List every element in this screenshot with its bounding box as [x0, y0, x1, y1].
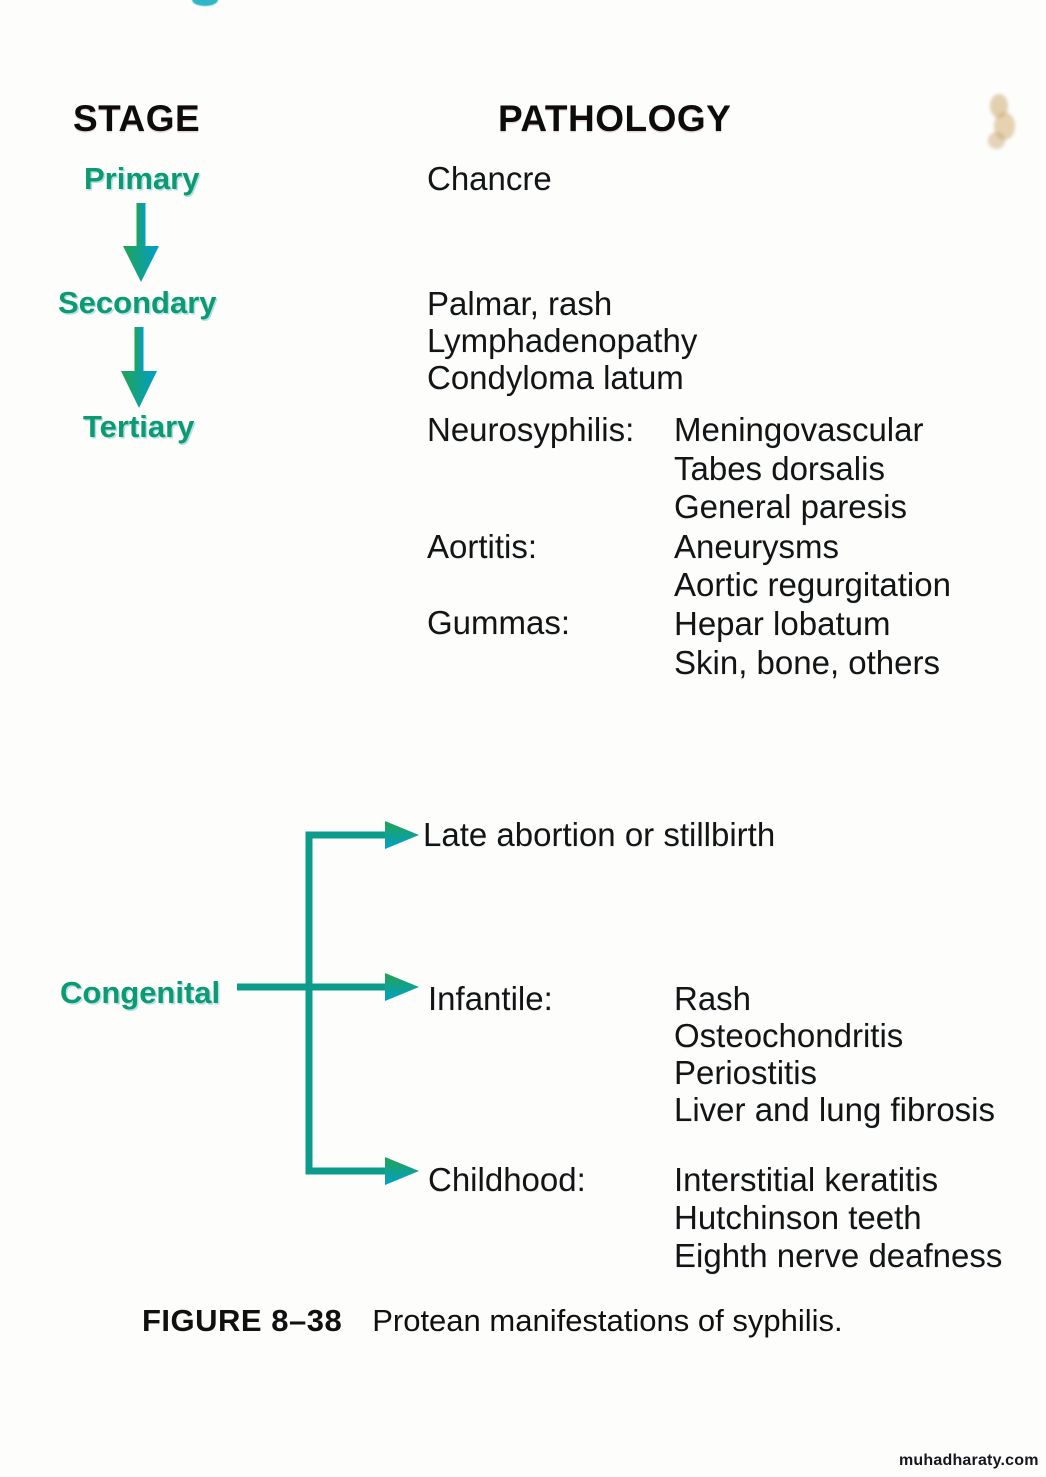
watermark: muhadharaty.com: [899, 1452, 1039, 1469]
finding-item: Interstitial keratitis: [674, 1161, 939, 1198]
pathology-item: Condyloma latum: [427, 359, 684, 396]
stage-label-tertiary: Tertiary: [83, 409, 195, 444]
finding-item: Aortic regurgitation: [674, 566, 951, 603]
branch-label-late-abortion: Late abortion or stillbirth: [423, 816, 776, 853]
finding-item: Rash: [674, 980, 752, 1017]
tertiary-findings-aortitis: [674, 528, 951, 604]
finding-item: Meningovascular: [674, 411, 924, 448]
finding-item: Skin, bone, others: [674, 644, 940, 681]
pathology-item: Lymphadenopathy: [427, 322, 698, 359]
stage-label-secondary: Secondary: [58, 285, 217, 320]
finding-item: Hepar lobatum: [674, 605, 891, 642]
tertiary-group-label-gummas: Gummas:: [427, 604, 571, 641]
childhood-findings: [674, 1161, 1002, 1275]
tertiary-group-label-aortitis: Aortitis:: [427, 528, 538, 565]
arrowhead-childhood-icon: [385, 1157, 419, 1185]
tertiary-findings-gummas: [674, 604, 940, 682]
pathology-secondary-list: [427, 285, 697, 396]
scan-smudge-icon: [988, 132, 1005, 149]
figure-caption-text: Protean manifestations of syphilis.: [372, 1303, 843, 1338]
pathology-item: Palmar, rash: [427, 285, 613, 322]
tertiary-group-label-neurosyphilis: Neurosyphilis:: [427, 411, 635, 448]
stage-label-congenital: Congenital: [60, 975, 221, 1010]
pathology-primary: Chancre: [427, 160, 552, 197]
finding-item: Periostitis: [674, 1054, 818, 1091]
arrowhead-infantile-icon: [385, 973, 419, 1001]
arrow-secondary-to-tertiary-icon: [121, 327, 157, 408]
stage-column-header: STAGE: [73, 98, 201, 139]
finding-item: Hutchinson teeth: [674, 1199, 922, 1236]
branch-label-infantile: Infantile:: [428, 980, 553, 1017]
arrow-primary-to-secondary-icon: [123, 203, 159, 282]
figure-caption: [142, 1303, 843, 1339]
tertiary-findings-neurosyphilis: [674, 411, 923, 527]
finding-item: General paresis: [674, 488, 907, 525]
finding-item: Eighth nerve deafness: [674, 1237, 1003, 1274]
branch-label-childhood: Childhood:: [428, 1161, 586, 1198]
congenital-branch-tree: [237, 821, 419, 1185]
infantile-findings: [674, 980, 995, 1128]
arrowhead-late-abortion-icon: [385, 821, 419, 849]
finding-item: Aneurysms: [674, 528, 840, 565]
finding-item: Liver and lung fibrosis: [674, 1091, 996, 1128]
finding-item: Tabes dorsalis: [674, 449, 885, 487]
stage-label-primary: Primary: [84, 161, 200, 196]
figure-number: FIGURE 8–38: [142, 1303, 343, 1338]
finding-item: Osteochondritis: [674, 1017, 904, 1054]
pathology-column-header: PATHOLOGY: [498, 98, 732, 139]
